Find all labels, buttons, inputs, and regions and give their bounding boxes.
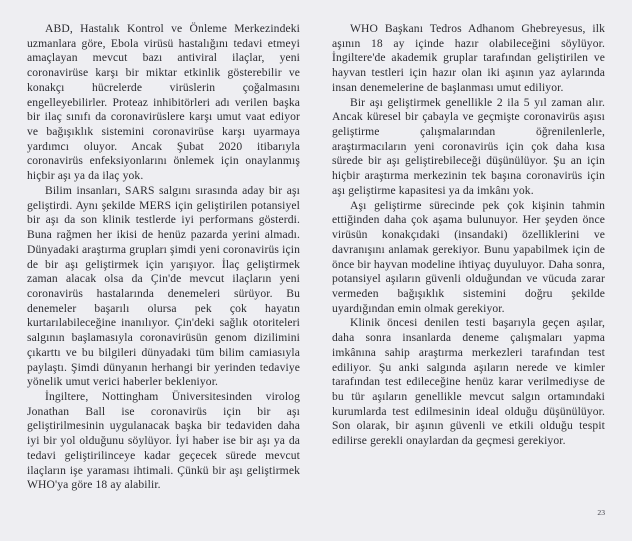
paragraph: İngiltere, Nottingham Üniversitesinden virolog Jonathan Ball ise coronavirüs için bir aşı geliştirilmesinin uygulanacak başka bir tedaviden daha iyi bir yol olduğunu söylüyor. İyi haber ise bir aşı ya da tedavi geliştirilinceye kadar geçecek sürede mevcut ilaçların işe yaraması ihtimali. Çünkü bir aşı geliştirmek WHO'ya göre 18 ay alabilir. xyxy=(27,389,300,492)
paragraph: ABD, Hastalık Kontrol ve Önleme Merkezindeki uzmanlara göre, Ebola virüsü hastalığını tedavi etmeyi amaçlayan mevcut bazı antiviral ilaçlar, yeni coronavirüse karşı bir miktar etkinlik gösterebilir ve konakçı hücrelerde virüslerin çoğalmasını engelleyebilirler. Proteaz inhibitörleri adı verilen başka bir ilaç sınıfı da coronavirüslere karşı umut vaat ediyor ve bağışıklık sistemini coronavirüse karşı uyarmaya yardımcı oluyor. Ancak Şubat 2020 itibarıyla coronavirüs enfeksiyonlarını önlemek için onaylanmış hiçbir aşı ya da ilaç yok. xyxy=(27,22,300,183)
paragraph: WHO Başkanı Tedros Adhanom Ghebreyesus, ilk aşının 18 ay içinde hazır olabileceğini söylüyor. İngiltere'de akademik gruplar tarafından geliştirilen ve hayvan testleri için hazır olan iki aşının yaz aylarında insan denemelerine de başlanması umut ediliyor. xyxy=(332,22,605,94)
right-text-column xyxy=(332,22,605,492)
paragraph: Bir aşı geliştirmek genellikle 2 ila 5 yıl zaman alır. Ancak küresel bir çabayla ve geçmişte coronavirüs aşısı geliştirme çalışmalarından öğrenilenlerle, araştırmacıların yeni coronavirüs için çok daha kısa sürede bir aşı geliştirebileceği düşünülüyor. Şu an için hiçbir araştırma merkezinin tek başına coronavirüs için aşı geliştirme kapasitesi ya da imkânı yok. xyxy=(332,95,605,197)
paragraph: Bilim insanları, SARS salgını sırasında aday bir aşı geliştirdi. Aynı şekilde MERS için geliştirilen potansiyel bir aşı da son klinik testlerde iyi performans gösterdi. Buna rağmen her ikisi de henüz pazarda yerini almadı. Dünyadaki araştırma grupları şimdi yeni coronavirüs için de bir aşı geliştirmek için yarışıyor. İlaç geliştirmek zaman alacak olsa da Çin'de mevcut ilaçların yeni coronavirüs hastalarında denemeleri sürüyor. Bu denemeler başarılı olursa pek çok hayatın kurtarılabileceğine inanılıyor. Çin'deki sağlık otoriteleri salgının başlamasıyla coronavirüsün genom dizilimini çıkarttı ve bu bilgileri dünyadaki tüm bilim camiasıyla paylaştı. Şimdi dünyanın herhangi bir yerinden tedaviye yönelik umut verici haberler bekleniyor. xyxy=(27,183,300,389)
page-number: 23 xyxy=(597,508,605,517)
paragraph: Klinik öncesi denilen testi başarıyla geçen aşılar, daha sonra insanlarda deneme çalışmaları yapma imkânına sahip araştırma merkezleri tarafından test ediliyor. Şu anki salgında aşıların nerede ve kimler tarafından test edileceğine henüz karar verilmediyse de bu tür aşıların genellikle mevcut salgın ortamındaki kurumlarda test edilmesinin ideal olduğu düşünülüyor. Son olarak, bir aşının güvenli ve etkili olduğu tespit edilirse gerekli onaylardan da geçmesi gerekiyor. xyxy=(332,316,605,448)
left-text-column xyxy=(27,22,300,492)
two-column-text-body xyxy=(27,22,605,492)
paragraph: Aşı geliştirme sürecinde pek çok kişinin tahmin ettiğinden daha çok aşama bulunuyor. Her şeyden önce virüsün konakçıdaki (insandaki) özelliklerini ve davranışını anlamak gerekiyor. Bunu yapabilmek için de önce bir hayvan modeline ihtiyaç duyuluyor. Daha sonra, potansiyel aşıların güvenli olduğundan ve vücuda zarar vermeden bağışıklık sistemini doğru şekilde uyardığından emin olmak gerekiyor. xyxy=(332,198,605,315)
